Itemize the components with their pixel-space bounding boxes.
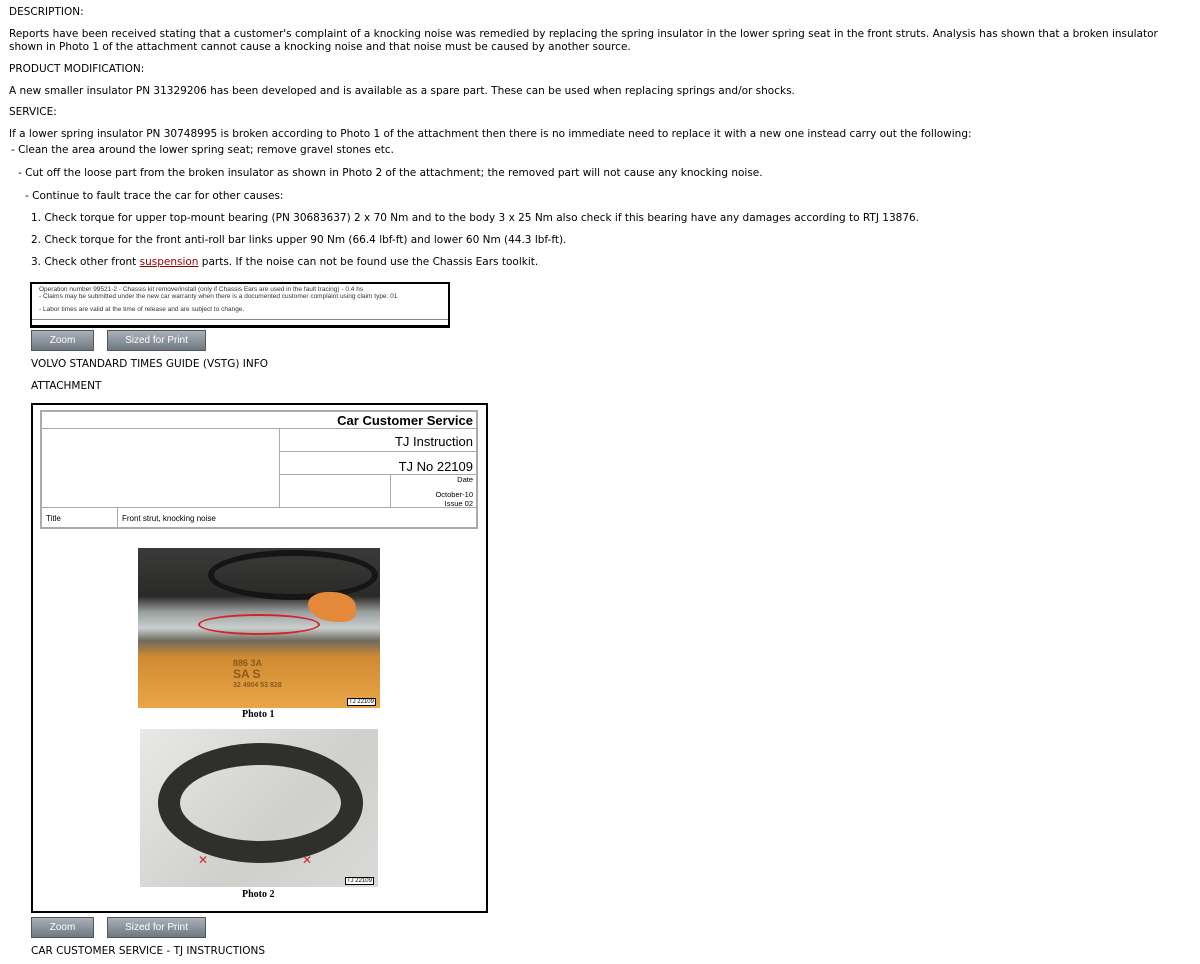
sized-for-print-button[interactable]: Sized for Print <box>107 330 206 351</box>
vstg-line: Operation number 99521-2 - Chassis kit remove/install (only if Chassis Ears are used in the fault tracing) - 0.4 hs <box>39 286 364 293</box>
description-heading: DESCRIPTION: <box>9 6 84 18</box>
divider <box>32 319 448 320</box>
cut-mark-x: ✕ <box>302 853 313 867</box>
title-label: Title <box>41 507 118 528</box>
zoom-button[interactable]: Zoom <box>31 330 94 351</box>
vstg-line: - Labor times are valid at the time of release and are subject to change. <box>39 306 245 313</box>
step3-post: parts. If the noise can not be found use the Chassis Ears toolkit. <box>198 256 539 268</box>
photo-tag: TJ 22109 <box>348 699 374 705</box>
photo-1-label: Photo 1 <box>242 709 275 720</box>
spring-coil <box>208 550 378 600</box>
part-text: 886 3A <box>233 658 263 668</box>
highlight-circle <box>198 614 320 635</box>
insulator-ring <box>158 743 363 863</box>
service-bullet: - Cut off the loose part from the broken insulator as shown in Photo 2 of the attachment; the removed part will not cause any knocking noise. <box>18 167 763 179</box>
issue: Issue 02 <box>444 499 473 508</box>
modification-heading: PRODUCT MODIFICATION: <box>9 63 145 75</box>
service-heading: SERVICE: <box>9 106 57 118</box>
header-title: Car Customer Service <box>41 411 477 429</box>
date-label: Date <box>457 475 473 484</box>
cut-mark-x: ✕ <box>198 853 209 867</box>
part-text: SA S <box>233 667 261 681</box>
service-step: 1. Check torque for upper top-mount bearing (PN 30683637) 2 x 70 Nm and to the body 3 x 25 Nm also check if this bearing have any damages according to RTJ 13876. <box>31 212 920 224</box>
vstg-title: VOLVO STANDARD TIMES GUIDE (VSTG) INFO <box>31 358 269 370</box>
part-text: 32 4904 53 828 <box>233 682 282 689</box>
step3-pre: 3. Check other front <box>31 256 140 268</box>
service-step <box>31 256 538 268</box>
description-text: Reports have been received stating that a customer's complaint of a knocking noise was remedied by replacing the spring insulator in the lower spring seat in the front struts. Analysis has shown that a broken insulator shown in Photo 1 of the attachment cannot cause a knocking noise and that noise must be caused by another source. <box>9 28 1158 53</box>
tj-header <box>40 410 478 529</box>
service-bullet: - Continue to fault trace the car for other causes: <box>25 190 284 202</box>
photo-tag: TJ 22109 <box>346 878 372 884</box>
attachment-title: ATTACHMENT <box>31 380 102 392</box>
service-intro: If a lower spring insulator PN 30748995 is broken according to Photo 1 of the attachment then there is no immediate need to replace it with a new one instead carry out the following: <box>9 128 972 140</box>
date-cell <box>390 474 477 508</box>
service-step: 2. Check torque for the front anti-roll bar links upper 90 Nm (66.4 lbf-ft) and lower 60 Nm (44.3 lbf-ft). <box>31 234 567 246</box>
logo-cell <box>41 428 280 508</box>
photo-2-label: Photo 2 <box>242 889 275 900</box>
date-value: October-10 <box>435 490 473 499</box>
tj-instruction: TJ Instruction <box>279 428 477 452</box>
photo-2-cut-insulator <box>140 729 378 887</box>
photo-1-broken-insulator <box>138 548 380 708</box>
blank-cell <box>279 474 391 508</box>
title-value: Front strut, knocking noise <box>117 507 477 528</box>
part-label <box>233 658 282 691</box>
attachment-document <box>31 403 488 913</box>
suspension-link[interactable]: suspension <box>139 256 199 268</box>
orange-mark <box>308 592 356 622</box>
sized-for-print-button[interactable]: Sized for Print <box>107 917 206 938</box>
vstg-info-box <box>30 282 450 328</box>
modification-text: A new smaller insulator PN 31329206 has been developed and is available as a spare part. These can be used when replacing springs and/or shocks. <box>9 85 795 97</box>
zoom-button[interactable]: Zoom <box>31 917 94 938</box>
service-bullet: - Clean the area around the lower spring seat; remove gravel stones etc. <box>11 144 395 156</box>
tj-number: TJ No 22109 <box>279 451 477 475</box>
footer-title: CAR CUSTOMER SERVICE - TJ INSTRUCTIONS <box>31 945 266 957</box>
vstg-line: - Claims may be submitted under the new car warranty when there is a documented customer complaint using claim type: 01 <box>39 293 398 300</box>
